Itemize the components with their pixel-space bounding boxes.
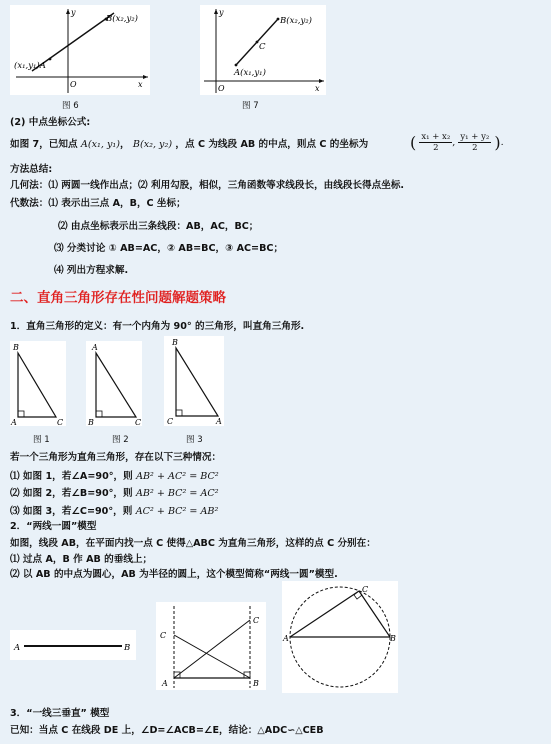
triangle-1-svg	[10, 341, 66, 426]
fig6-axis-y: y	[71, 8, 76, 17]
tri2-label-a: A	[92, 343, 98, 352]
two-lines-label-c-left: C	[160, 631, 167, 640]
fig6-origin: O	[70, 80, 77, 89]
fig7-axis-y: y	[219, 8, 224, 17]
fig7-caption: 图 7	[242, 101, 259, 111]
two-lines-svg	[156, 602, 266, 690]
tri-caption-2: 图 2	[112, 435, 129, 445]
fig7-point-b-label: B(x₂,y₂)	[280, 16, 312, 26]
triangle-3-svg	[164, 336, 224, 426]
case-2-text: ⑵ 如图 2，若∠B=90°，则	[10, 488, 133, 499]
fig7-axis-x: x	[315, 84, 320, 93]
tri1-label-b: B	[13, 343, 19, 352]
midpoint-heading: (2) 中点坐标公式:	[10, 117, 91, 128]
case-3-equation: AC² + BC² = AB²	[135, 506, 219, 517]
fig6-caption: 图 6	[62, 101, 79, 111]
case-3	[10, 505, 218, 518]
tri3-label-c: C	[167, 417, 174, 426]
model-item-1: ⑴ 过点 A，B 作 AB 的垂线上；	[10, 554, 153, 565]
frac-x-den: 2	[433, 143, 439, 153]
circle-figure	[282, 581, 398, 693]
midpoint-point-b: B(x₂, y₂)	[132, 139, 173, 150]
case-2	[10, 487, 219, 500]
figure-6-graph	[10, 5, 150, 95]
triangle-fig-1	[10, 341, 66, 426]
tri3-label-a: A	[216, 417, 222, 426]
midpoint-formula: ( $\frac{\text{x₁ + x₂}}{2}$ , $\frac{\text{y₁ + y₂}}{2}$ ).	[410, 132, 504, 153]
tri2-label-c: C	[135, 418, 142, 426]
tri-caption-1: 图 1	[33, 435, 50, 445]
two-lines-label-a: A	[162, 679, 168, 688]
methods-heading: 方法总结:	[10, 164, 53, 175]
two-lines-label-c-right: C	[253, 616, 260, 625]
midpoint-frac-y	[458, 132, 491, 153]
fig6-axis-x: x	[138, 80, 143, 89]
two-lines-figure	[156, 602, 266, 690]
tri3-label-b: B	[172, 338, 178, 347]
fig7-point-a-label: A(x₁,y₁)	[234, 68, 266, 78]
tri2-label-b: B	[88, 418, 94, 426]
figure-7-graph	[200, 5, 326, 95]
segment-label-a: A	[14, 643, 21, 653]
two-lines-label-b: B	[253, 679, 259, 688]
cases-intro: 若一个三角形为直角三角形，存在以下三种情况：	[10, 452, 222, 463]
fig6-point-b-label: B(x₂,y₂)	[106, 14, 138, 24]
case-1	[10, 470, 219, 483]
fig6-point-a-label: (x₁,y₁)A	[14, 61, 46, 71]
section2-title: 二、直角三角形存在性问题解题策略	[10, 290, 226, 306]
frac-y-num: y₁ + y₂	[460, 132, 490, 142]
methods-algebra-4: ⑷ 列出方程求解.	[54, 265, 129, 276]
fig7-origin: O	[218, 84, 225, 93]
circle-label-b: B	[390, 634, 396, 643]
methods-algebra-3: ⑶ 分类讨论 ① AB=AC，② AB=BC，③ AC=BC；	[54, 243, 284, 254]
circle-label-c: C	[362, 585, 369, 594]
case-3-text: ⑶ 如图 3，若∠C=90°，则	[10, 506, 133, 517]
segment-ab-figure	[10, 630, 136, 660]
case-1-text: ⑴ 如图 1，若∠A=90°，则	[10, 471, 133, 482]
segment-ab-svg	[10, 630, 136, 660]
right-triangle-definition: 1．直角三角形的定义：有一个内角为 90° 的三角形，叫直角三角形.	[10, 321, 305, 332]
case-2-equation: AB² + BC² = AC²	[135, 488, 219, 499]
case-1-equation: AB² + AC² = BC²	[136, 471, 219, 482]
midpoint-point-a: A(x₁, y₁)	[80, 139, 120, 150]
triangle-fig-3	[164, 336, 224, 426]
model-item-2: ⑵ 以 AB 的中点为圆心，AB 为半径的圆上，这个模型简称“两线一圆”模型.	[10, 569, 338, 580]
model3-description: 已知：当点 C 在线段 DE 上，∠D=∠ACB=∠E，结论：△ADC∽△CEB	[10, 725, 324, 736]
midpoint-statement: 如图 7，已知点 A(x₁, y₁)， B(x₂, y₂) ，点 C 为线段 AB 的中点，则点 C 的坐标为	[10, 139, 369, 150]
fig7-point-c-label: C	[259, 42, 266, 52]
tri1-label-c: C	[57, 418, 64, 426]
model3-title: 3．“一线三垂直” 模型	[10, 708, 110, 719]
midpoint-text-a: 如图 7，已知点	[10, 139, 78, 150]
segment-label-b: B	[124, 643, 131, 653]
model-description: 如图，线段 AB，在平面内找一点 C 使得△ABC 为直角三角形，这样的点 C 分别在：	[10, 538, 376, 549]
figure-6	[10, 5, 150, 95]
triangle-fig-2	[86, 341, 142, 426]
circle-svg	[282, 581, 398, 693]
frac-x-num: x₁ + x₂	[421, 132, 451, 142]
methods-algebra-1: 代数法：⑴ 表示出三点 A，B，C 坐标；	[10, 198, 186, 209]
methods-geometry: 几何法：⑴ 两圆一线作出点；⑵ 利用勾股，相似，三角函数等求线段长，由线段长得点坐标.	[10, 180, 405, 191]
triangle-2-svg	[86, 341, 142, 426]
figure-7	[200, 5, 326, 95]
methods-algebra-2: ⑵ 由点坐标表示出三条线段：AB，AC，BC；	[58, 221, 259, 232]
midpoint-text-b: ，点 C 为线段 AB 的中点，则点 C 的坐标为	[175, 139, 369, 150]
circle-label-a: A	[283, 634, 289, 643]
tri-caption-3: 图 3	[186, 435, 203, 445]
tri1-label-a: A	[11, 418, 17, 426]
model-title: 2．“两线一圆”模型	[10, 521, 97, 532]
frac-y-den: 2	[472, 143, 478, 153]
midpoint-frac-x	[419, 132, 452, 153]
